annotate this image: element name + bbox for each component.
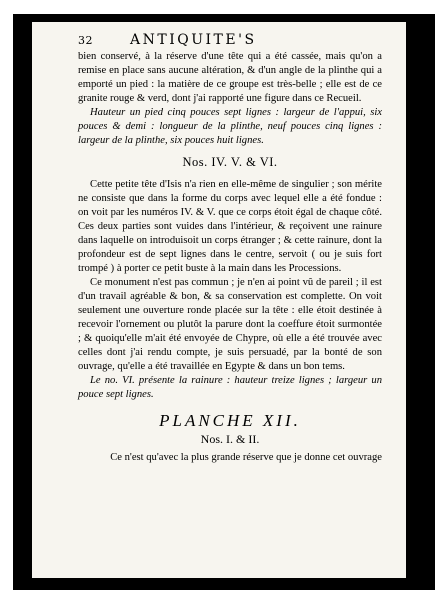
page-header bbox=[78, 32, 380, 50]
page-number: 32 bbox=[78, 34, 93, 47]
plate-paragraph: Ce n'est qu'avec la plus grande réserve que je donne cet ouvrage bbox=[110, 452, 382, 463]
running-title: ANTIQUITE'S bbox=[130, 32, 257, 48]
section-subheading: Nos. IV. V. & VI. bbox=[182, 155, 278, 169]
plate-title: PLANCHE XII. bbox=[159, 411, 301, 430]
paragraph-monument: Ce monument n'est pas commun ; je n'en ai point vû de pareil ; il est d'un travail agréable & bon, & sa conservation est complette. On voit seulement une ouverture ronde placée sur la tête : elle étoit destinée à recevoir l'ornement ou plutôt la parure dont la coeffure étoit surmontée ; & quoiqu'elle m'ait été envoyée de Chypre, où elle a été trouvée avec celles dont j'ai rendu compte, je suis persuadé, par la bonté de son ouvrage, qu'elle a été travaillée en Egypte & dans un bon tems. bbox=[78, 277, 382, 372]
plate-subheading: Nos. I. & II. bbox=[200, 432, 260, 446]
paragraph-isis-head: Cette petite tête d'Isis n'a rien en elle-même de singulier ; son mérite ne consiste que dans la forme du corps avec lequel elle a été fondue : on voit par les numéros IV. & V. que ce corps étoit égal de chaque côté. Ces deux parties sont vuides dans l'intérieur, & reçoivent une rainure dans laquelle on introduisoit un corps étranger ; & cette rainure, dont la profondeur est de sept lignes dans le centre, servoit ( ou je suis fort trompé ) à porter ce petit buste à la main dans les Processions. bbox=[78, 179, 382, 274]
paragraph-continuation: bien conservé, à la réserve d'une tête qui a été cassée, mais qu'on a remise en place sans aucune altération, & d'un angle de la plinthe qui a emporté un pied : la matière de ce groupe est très-belle ; elle est de ce granite rouge & verd, dont j'ai rapporté une figure dans ce Recueil. bbox=[78, 51, 382, 104]
paragraph-dimensions: Hauteur un pied cinq pouces sept lignes : largeur de l'appui, six pouces & demi : longueur de la plinthe, neuf pouces cinq lignes : largeur de la plinthe, six pouces huit lignes. bbox=[78, 107, 382, 146]
paragraph-rainure: Le no. VI. présente la rainure : hauteur treize lignes ; largeur un pouce sept lignes. bbox=[78, 375, 382, 400]
page-body bbox=[78, 50, 382, 465]
